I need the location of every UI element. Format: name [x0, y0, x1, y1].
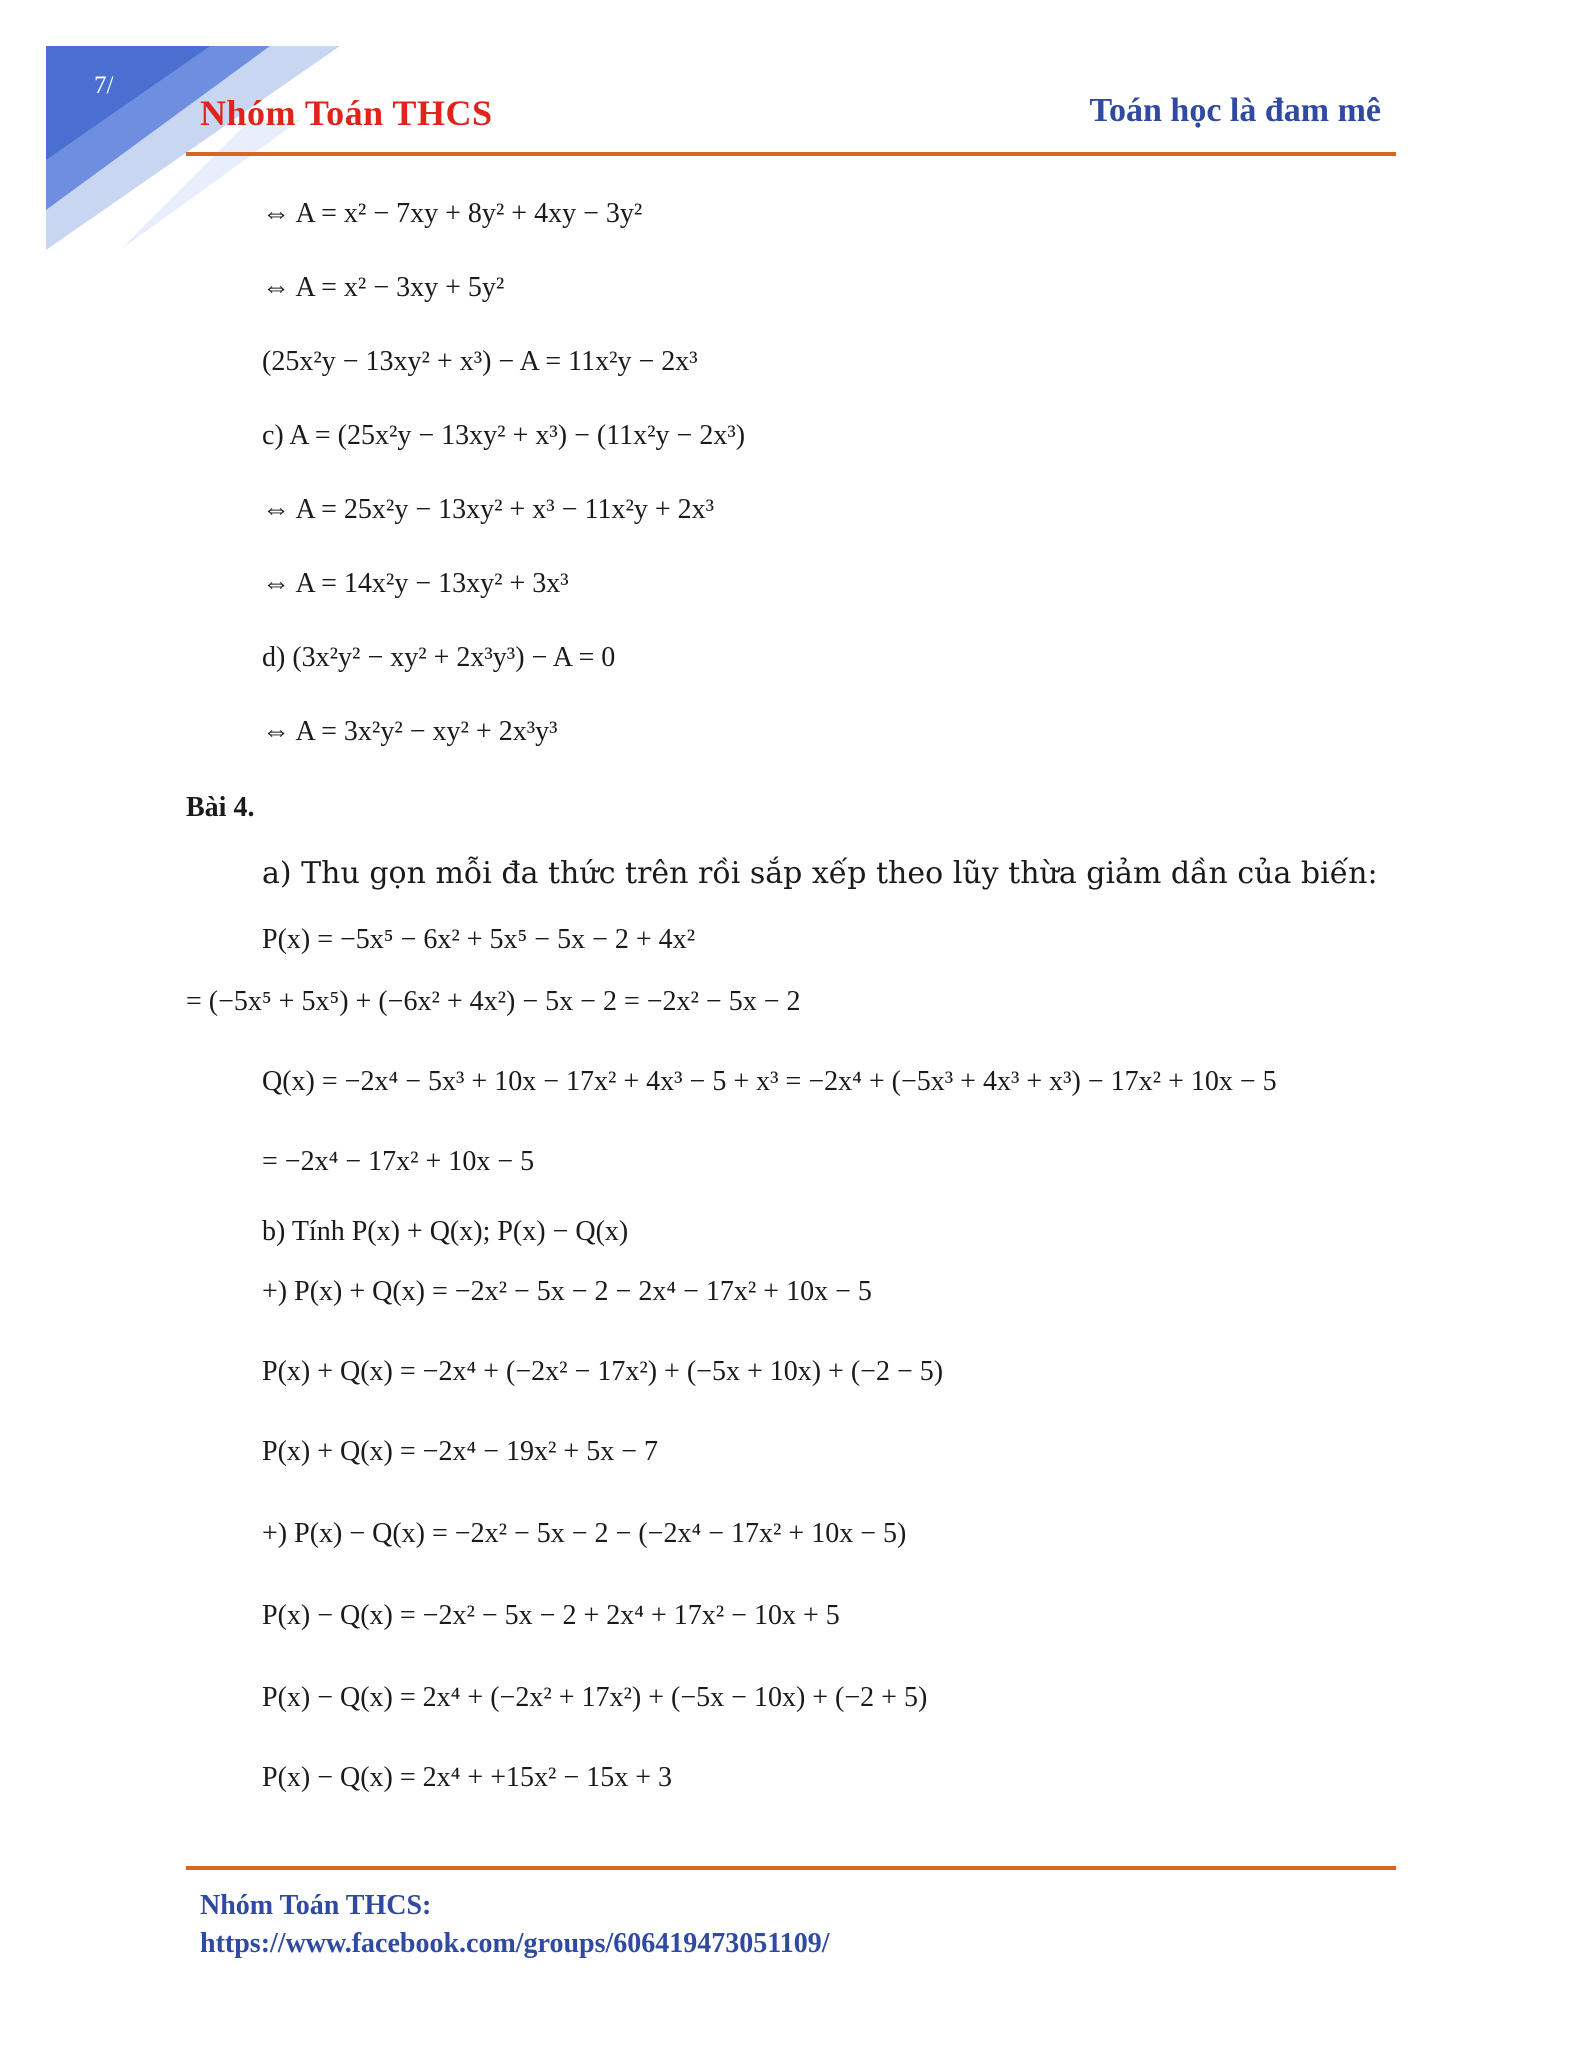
- math-line: = −2x⁴ − 17x² + 10x − 5: [262, 1146, 535, 1177]
- math-line: P(x) − Q(x) = 2x⁴ + (−2x² + 17x²) + (−5x − 10x) + (−2 + 5): [262, 1682, 928, 1713]
- math-line: (25x²y − 13xy² + x³) − A = 11x²y − 2x³: [262, 346, 698, 377]
- math-line: P(x) − Q(x) = −2x² − 5x − 2 + 2x⁴ + 17x² − 10x + 5: [262, 1600, 840, 1631]
- math-line: +) P(x) − Q(x) = −2x² − 5x − 2 − (−2x⁴ − 17x² + 10x − 5): [262, 1518, 907, 1549]
- math-line: c) A = (25x²y − 13xy² + x³) − (11x²y − 2x³): [262, 420, 746, 451]
- math-line: P(x) + Q(x) = −2x⁴ − 19x² + 5x − 7: [262, 1436, 658, 1467]
- motto: Toán học là đam mê: [1089, 92, 1381, 129]
- footer-rule: [186, 1866, 1396, 1870]
- header-rule: [186, 152, 1396, 156]
- exercise-heading: Bài 4.: [186, 792, 255, 823]
- math-line: P(x) + Q(x) = −2x⁴ + (−2x² − 17x²) + (−5x + 10x) + (−2 − 5): [262, 1356, 944, 1387]
- math-line: Q(x) = −2x⁴ − 5x³ + 10x − 17x² + 4x³ − 5 + x³ = −2x⁴ + (−5x³ + 4x³ + x³) − 17x² + 10x − 5: [262, 1066, 1277, 1097]
- footer-label: Nhóm Toán THCS:: [200, 1890, 432, 1921]
- math-line: ⇔ A = 14x²y − 13xy² + 3x³: [262, 568, 569, 599]
- page-number: 7/: [94, 72, 114, 99]
- math-line: ⇔ A = x² − 7xy + 8y² + 4xy − 3y²: [262, 198, 643, 229]
- math-line: ⇔ A = x² − 3xy + 5y²: [262, 272, 505, 303]
- math-line: = (−5x⁵ + 5x⁵) + (−6x² + 4x²) − 5x − 2 = −2x² − 5x − 2: [186, 986, 801, 1017]
- math-line: +) P(x) + Q(x) = −2x² − 5x − 2 − 2x⁴ − 17x² + 10x − 5: [262, 1276, 872, 1307]
- math-line: b) Tính P(x) + Q(x); P(x) − Q(x): [262, 1216, 629, 1247]
- math-line: ⇔ A = 25x²y − 13xy² + x³ − 11x²y + 2x³: [262, 494, 715, 525]
- exercise-instruction: a) Thu gọn mỗi đa thức trên rồi sắp xếp theo lũy thừa giảm dần của biến:: [262, 856, 1378, 891]
- math-line: d) (3x²y² − xy² + 2x³y³) − A = 0: [262, 642, 616, 673]
- group-name: Nhóm Toán THCS: [200, 93, 493, 133]
- math-line: P(x) = −5x⁵ − 6x² + 5x⁵ − 5x − 2 + 4x²: [262, 924, 696, 955]
- footer-link[interactable]: https://www.facebook.com/groups/606419473051109/: [200, 1928, 830, 1959]
- math-line: P(x) − Q(x) = 2x⁴ + +15x² − 15x + 3: [262, 1762, 672, 1793]
- math-line: ⇔ A = 3x²y² − xy² + 2x³y³: [262, 716, 558, 747]
